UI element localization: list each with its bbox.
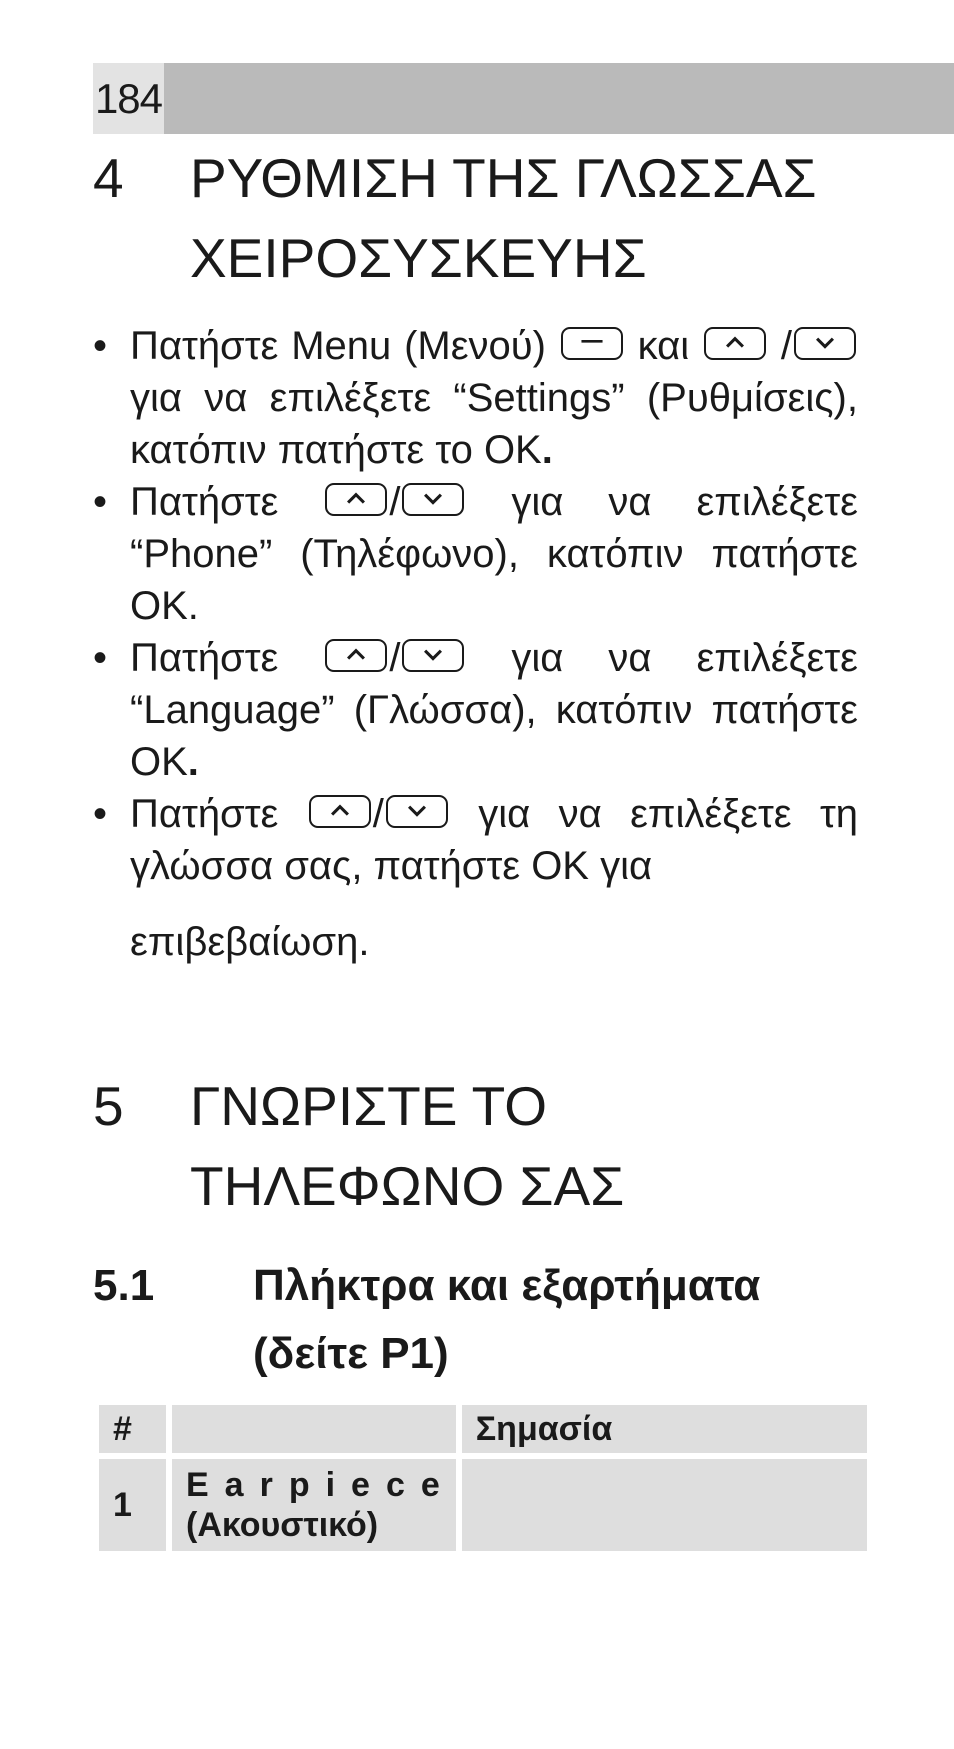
up-arrow-key-icon <box>325 483 387 516</box>
keys-table <box>99 1405 867 1557</box>
section-5-title: ΓΝΩΡΙΣΤΕ ΤΟ ΤΗΛΕΦΩΝΟ ΣΑΣ <box>190 1075 625 1217</box>
minus-key-icon <box>561 327 623 360</box>
list-item: • Πατήστε Menu (Μενού) και / για να επιλέξετε “Settings” (Ρυθμίσεις), κατόπιν πατήστε το OK. <box>93 324 858 472</box>
down-arrow-key-icon <box>402 639 464 672</box>
table-header-row <box>99 1405 867 1459</box>
down-arrow-key-icon <box>386 795 448 828</box>
down-arrow-key-icon <box>402 483 464 516</box>
down-arrow-key-icon <box>794 327 856 360</box>
up-arrow-key-icon <box>309 795 371 828</box>
section-4-title: ΡΥΘΜΙΣΗ ΤΗΣ ΓΛΩΣΣΑΣ ΧΕΙΡΟΣΥΣΚΕΥΗΣ <box>190 147 817 289</box>
list-item: • Πατήστε / για να επιλέξετε “Phone” (Τηλέφωνο), κατόπιν πατήστε OK. <box>93 480 858 628</box>
up-arrow-key-icon <box>704 327 766 360</box>
subsection-5-1-number: 5.1 <box>93 1261 155 1310</box>
table-row <box>99 1459 867 1557</box>
column-header-number: # <box>99 1405 172 1459</box>
subsection-5-1-title: Πλήκτρα και εξαρτήματα (δείτε P1) <box>253 1261 761 1378</box>
cell-meaning <box>462 1459 867 1557</box>
section-4-number: 4 <box>93 147 124 209</box>
cell-name: Earpiece (Ακουστικό) <box>172 1459 462 1557</box>
column-header-name <box>172 1405 462 1459</box>
list-item: • Πατήστε / για να επιλέξετε “Language” (Γλώσσα), κατόπιν πατήστε OK. <box>93 636 858 784</box>
page-number: 184 <box>93 63 164 134</box>
header-bar <box>93 63 954 134</box>
up-arrow-key-icon <box>325 639 387 672</box>
cell-number: 1 <box>99 1459 172 1557</box>
list-item: • Πατήστε / για να επιλέξετε τη γλώσσα σας, πατήστε OK για επιβεβαίωση. <box>93 792 858 964</box>
section-5-number: 5 <box>93 1075 124 1137</box>
column-header-meaning: Σημασία <box>462 1405 867 1459</box>
instruction-list <box>93 320 858 968</box>
